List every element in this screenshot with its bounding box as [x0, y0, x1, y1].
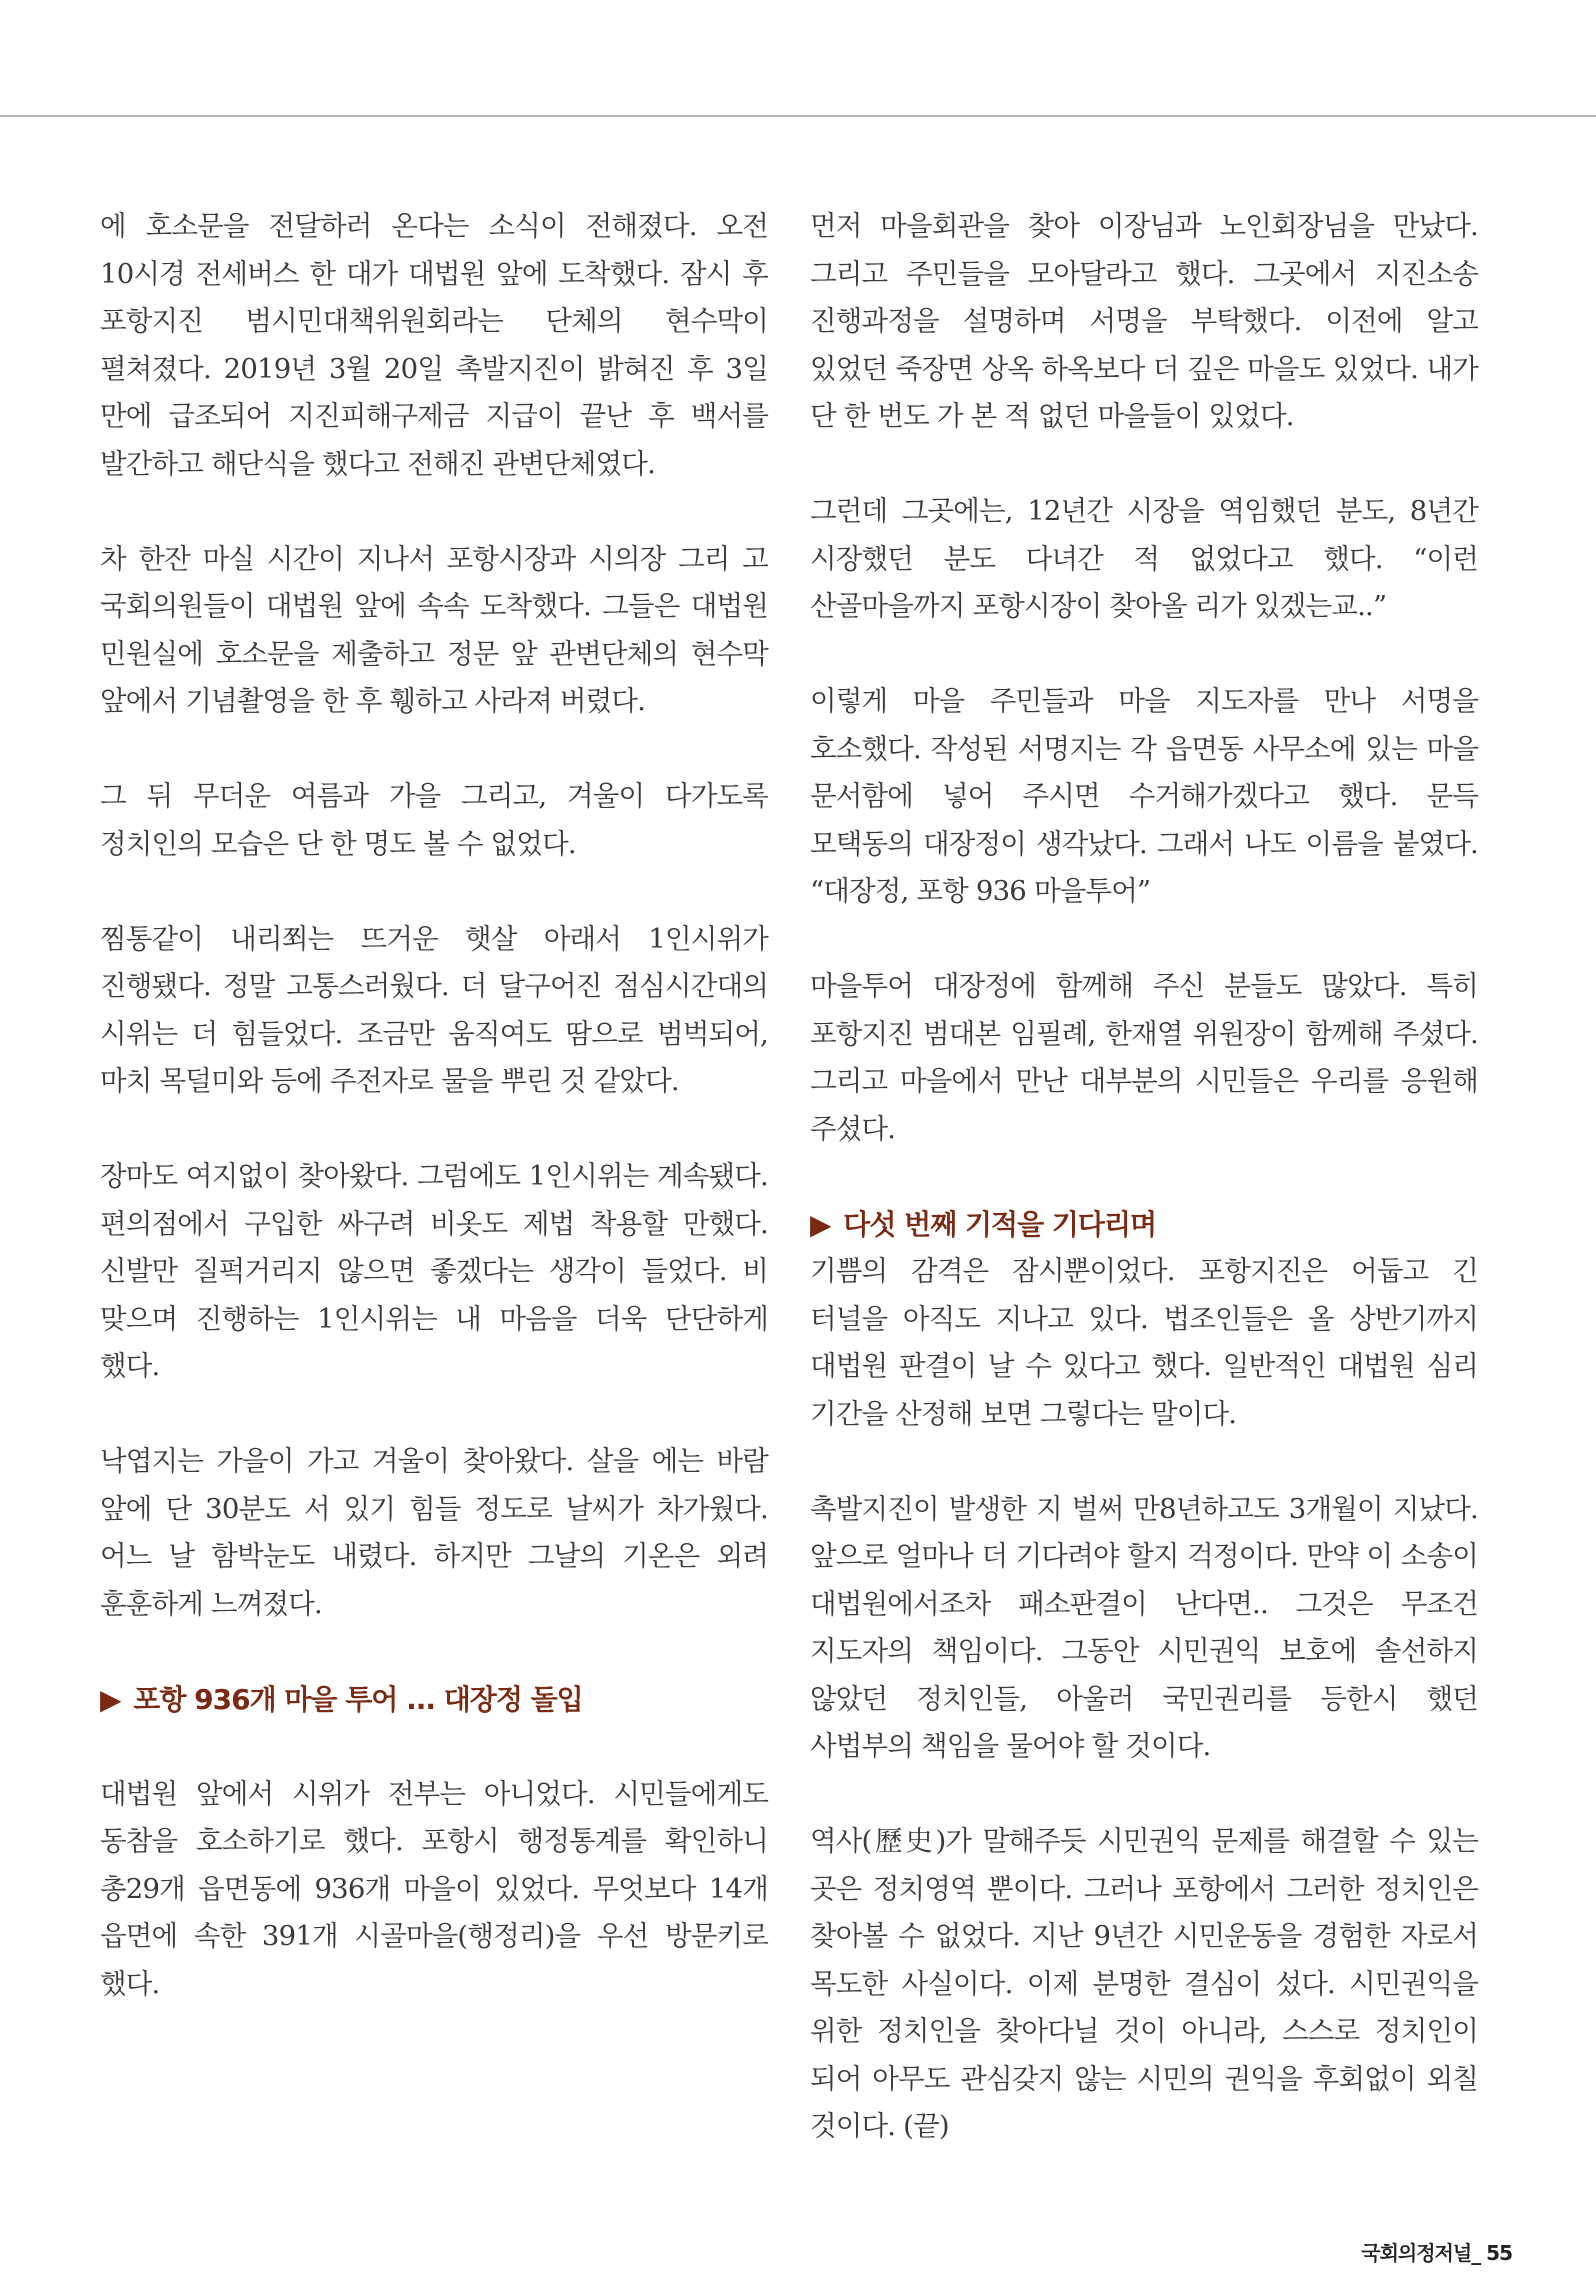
paragraph-gap — [100, 726, 768, 774]
paragraph: 그런데 그곳에는, 12년간 시장을 역임했던 분도, 8년간 시장했던 분도 다녀간 적 없었다고 했다. “이런 산골마을까지 포항시장이 찾아올 리가 있겠는교..” — [810, 495, 1478, 622]
paragraph: 에 호소문을 전달하러 온다는 소식이 전해졌다. 오전 10시경 전세버스 한 대가 대법원 앞에 도착했다. 잠시 후 포항지진 범시민대책위원회라는 단체의 현수막이 펼쳐졌다. 2019년 3월 20일 촉발지진이 밝혀진 후 3일 만에 급조되어 지진피해구제금 지급이 끝난 후 백서를 발간하고 해단식을 했다고 전해진 관변단체였다. — [100, 210, 768, 480]
paragraph: 촉발지진이 발생한 지 벌써 만8년하고도 3개월이 지났다. 앞으로 얼마나 더 기다려야 할지 걱정이다. 만약 이 소송이 대법원에서조차 패소판결이 난다면.. 그것은 무조건 지도자의 책임이다. 그동안 시민권익 보호에 솔선하지 않았던 정치인들, 아울러 국민권리를 등한시 했던 사법부의 책임을 물어야 할 것이다. — [810, 1492, 1478, 1762]
paragraph: 먼저 마을회관을 찾아 이장님과 노인회장님을 만났다. 그리고 주민들을 모아달라고 했다. 그곳에서 지진소송 진행과정을 설명하며 서명을 부탁했다. 이전에 알고 있었던 죽장면 상옥 하옥보다 더 깊은 마을도 있었다. 내가 단 한 번도 가 본 적 없던 마을들이 있었다. — [810, 210, 1478, 432]
paragraph: 낙엽지는 가을이 가고 겨울이 찾아왔다. 살을 에는 바람 앞에 단 30분도 서 있기 힘들 정도로 날씨가 차가웠다. 어느 날 함박눈도 내렸다. 하지만 그날의 기온은 외려 훈훈하게 느껴졌다. — [100, 1445, 768, 1620]
paragraph: 기쁨의 감격은 잠시뿐이었다. 포항지진은 어둡고 긴 터널을 아직도 지나고 있다. 법조인들은 올 상반기까지 대법원 판결이 날 수 있다고 했다. 일반적인 대법원 심리 기간을 산정해 보면 그렇다는 말이다. — [810, 1255, 1478, 1430]
paragraph: 찜통같이 내리쬐는 뜨거운 햇살 아래서 1인시위가 진행됐다. 정말 고통스러웠다. 더 달구어진 점심시간대의 시위는 더 힘들었다. 조금만 움직여도 땀으로 범벅되어, 마치 목덜미와 등에 주전자로 물을 뿌린 것 같았다. — [100, 922, 768, 1097]
paragraph-gap — [810, 1153, 1478, 1201]
paragraph: 장마도 여지없이 찾아왔다. 그럼에도 1인시위는 계속됐다. 편의점에서 구입한 싸구려 비옷도 제법 착용할 만했다. 신발만 질퍽거리지 않으면 좋겠다는 생각이 들었다. 비 맞으며 진행하는 1인시위는 내 마음을 더욱 단단하게 했다. — [100, 1160, 768, 1382]
triangle-marker-icon: ▶ — [100, 1682, 121, 1716]
paragraph: 차 한잔 마실 시간이 지나서 포항시장과 시의장 그리 고 국회의원들이 대법원 앞에 속속 도착했다. 그들은 대법원 민원실에 호소문을 제출하고 정문 앞 관변단체의 현수막 앞에서 기념촬영을 한 후 휑하고 사라져 버렸다. — [100, 542, 768, 717]
section-heading — [100, 1676, 768, 1724]
paragraph-gap — [810, 1438, 1478, 1486]
paragraph-gap — [810, 916, 1478, 964]
section-heading — [810, 1201, 1478, 1249]
top-divider — [0, 115, 1596, 117]
right-column — [810, 203, 1478, 2151]
section-heading-text: 다섯 번째 기적을 기다리며 — [843, 1207, 1157, 1241]
paragraph-gap — [810, 631, 1478, 679]
paragraph-gap — [100, 1391, 768, 1439]
paragraph: 그 뒤 무더운 여름과 가을 그리고, 겨울이 다가도록 정치인의 모습은 단 한 명도 볼 수 없었다. — [100, 780, 768, 860]
triangle-marker-icon: ▶ — [810, 1207, 831, 1241]
paragraph-gap — [810, 441, 1478, 489]
paragraph: 이렇게 마을 주민들과 마을 지도자를 만나 서명을 호소했다. 작성된 서명지는 각 읍면동 사무소에 있는 마을 문서함에 넣어 주시면 수거해가겠다고 했다. 문득 모택동의 대장정이 생각났다. 그래서 나도 이름을 붙였다. “대장정, 포항 936 마을투어” — [810, 685, 1478, 907]
paragraph: 대법원 앞에서 시위가 전부는 아니었다. 시민들에게도 동참을 호소하기로 했다. 포항시 행정통계를 확인하니 총29개 읍면동에 936개 마을이 있었다. 무엇보다 14개 읍면에 속한 391개 시골마을(행정리)을 우선 방문키로 했다. — [100, 1777, 768, 2000]
paragraph: 마을투어 대장정에 함께해 주신 분들도 많았다. 특히 포항지진 범대본 임필례, 한재열 위원장이 함께해 주셨다. 그리고 마을에서 만난 대부분의 시민들은 우리를 응원해 주셨다. — [810, 970, 1478, 1145]
page-footer: 국회의정저널_ 55 — [1361, 2241, 1512, 2265]
section-heading-text: 포항 936개 마을 투어 ... 대장정 돌입 — [133, 1682, 583, 1716]
left-column — [100, 203, 768, 2008]
paragraph-gap — [100, 1723, 768, 1771]
paragraph-gap — [100, 488, 768, 536]
paragraph: 역사(歷史)가 말해주듯 시민권익 문제를 해결할 수 있는 곳은 정치영역 뿐이다. 그러나 포항에서 그러한 정치인은 찾아볼 수 없었다. 지난 9년간 시민운동을 경험한 자로서 목도한 사실이다. 이제 분명한 결심이 섰다. 시민권익을 위한 정치인을 찾아다닐 것이 아니라, 스스로 정치인이 되어 아무도 관심갖지 않는 시민의 권익을 후회없이 외칠 것이다. (끝) — [810, 1825, 1478, 2142]
paragraph-gap — [100, 868, 768, 916]
paragraph-gap — [810, 1771, 1478, 1819]
paragraph-gap — [100, 1106, 768, 1154]
paragraph-gap — [100, 1628, 768, 1676]
